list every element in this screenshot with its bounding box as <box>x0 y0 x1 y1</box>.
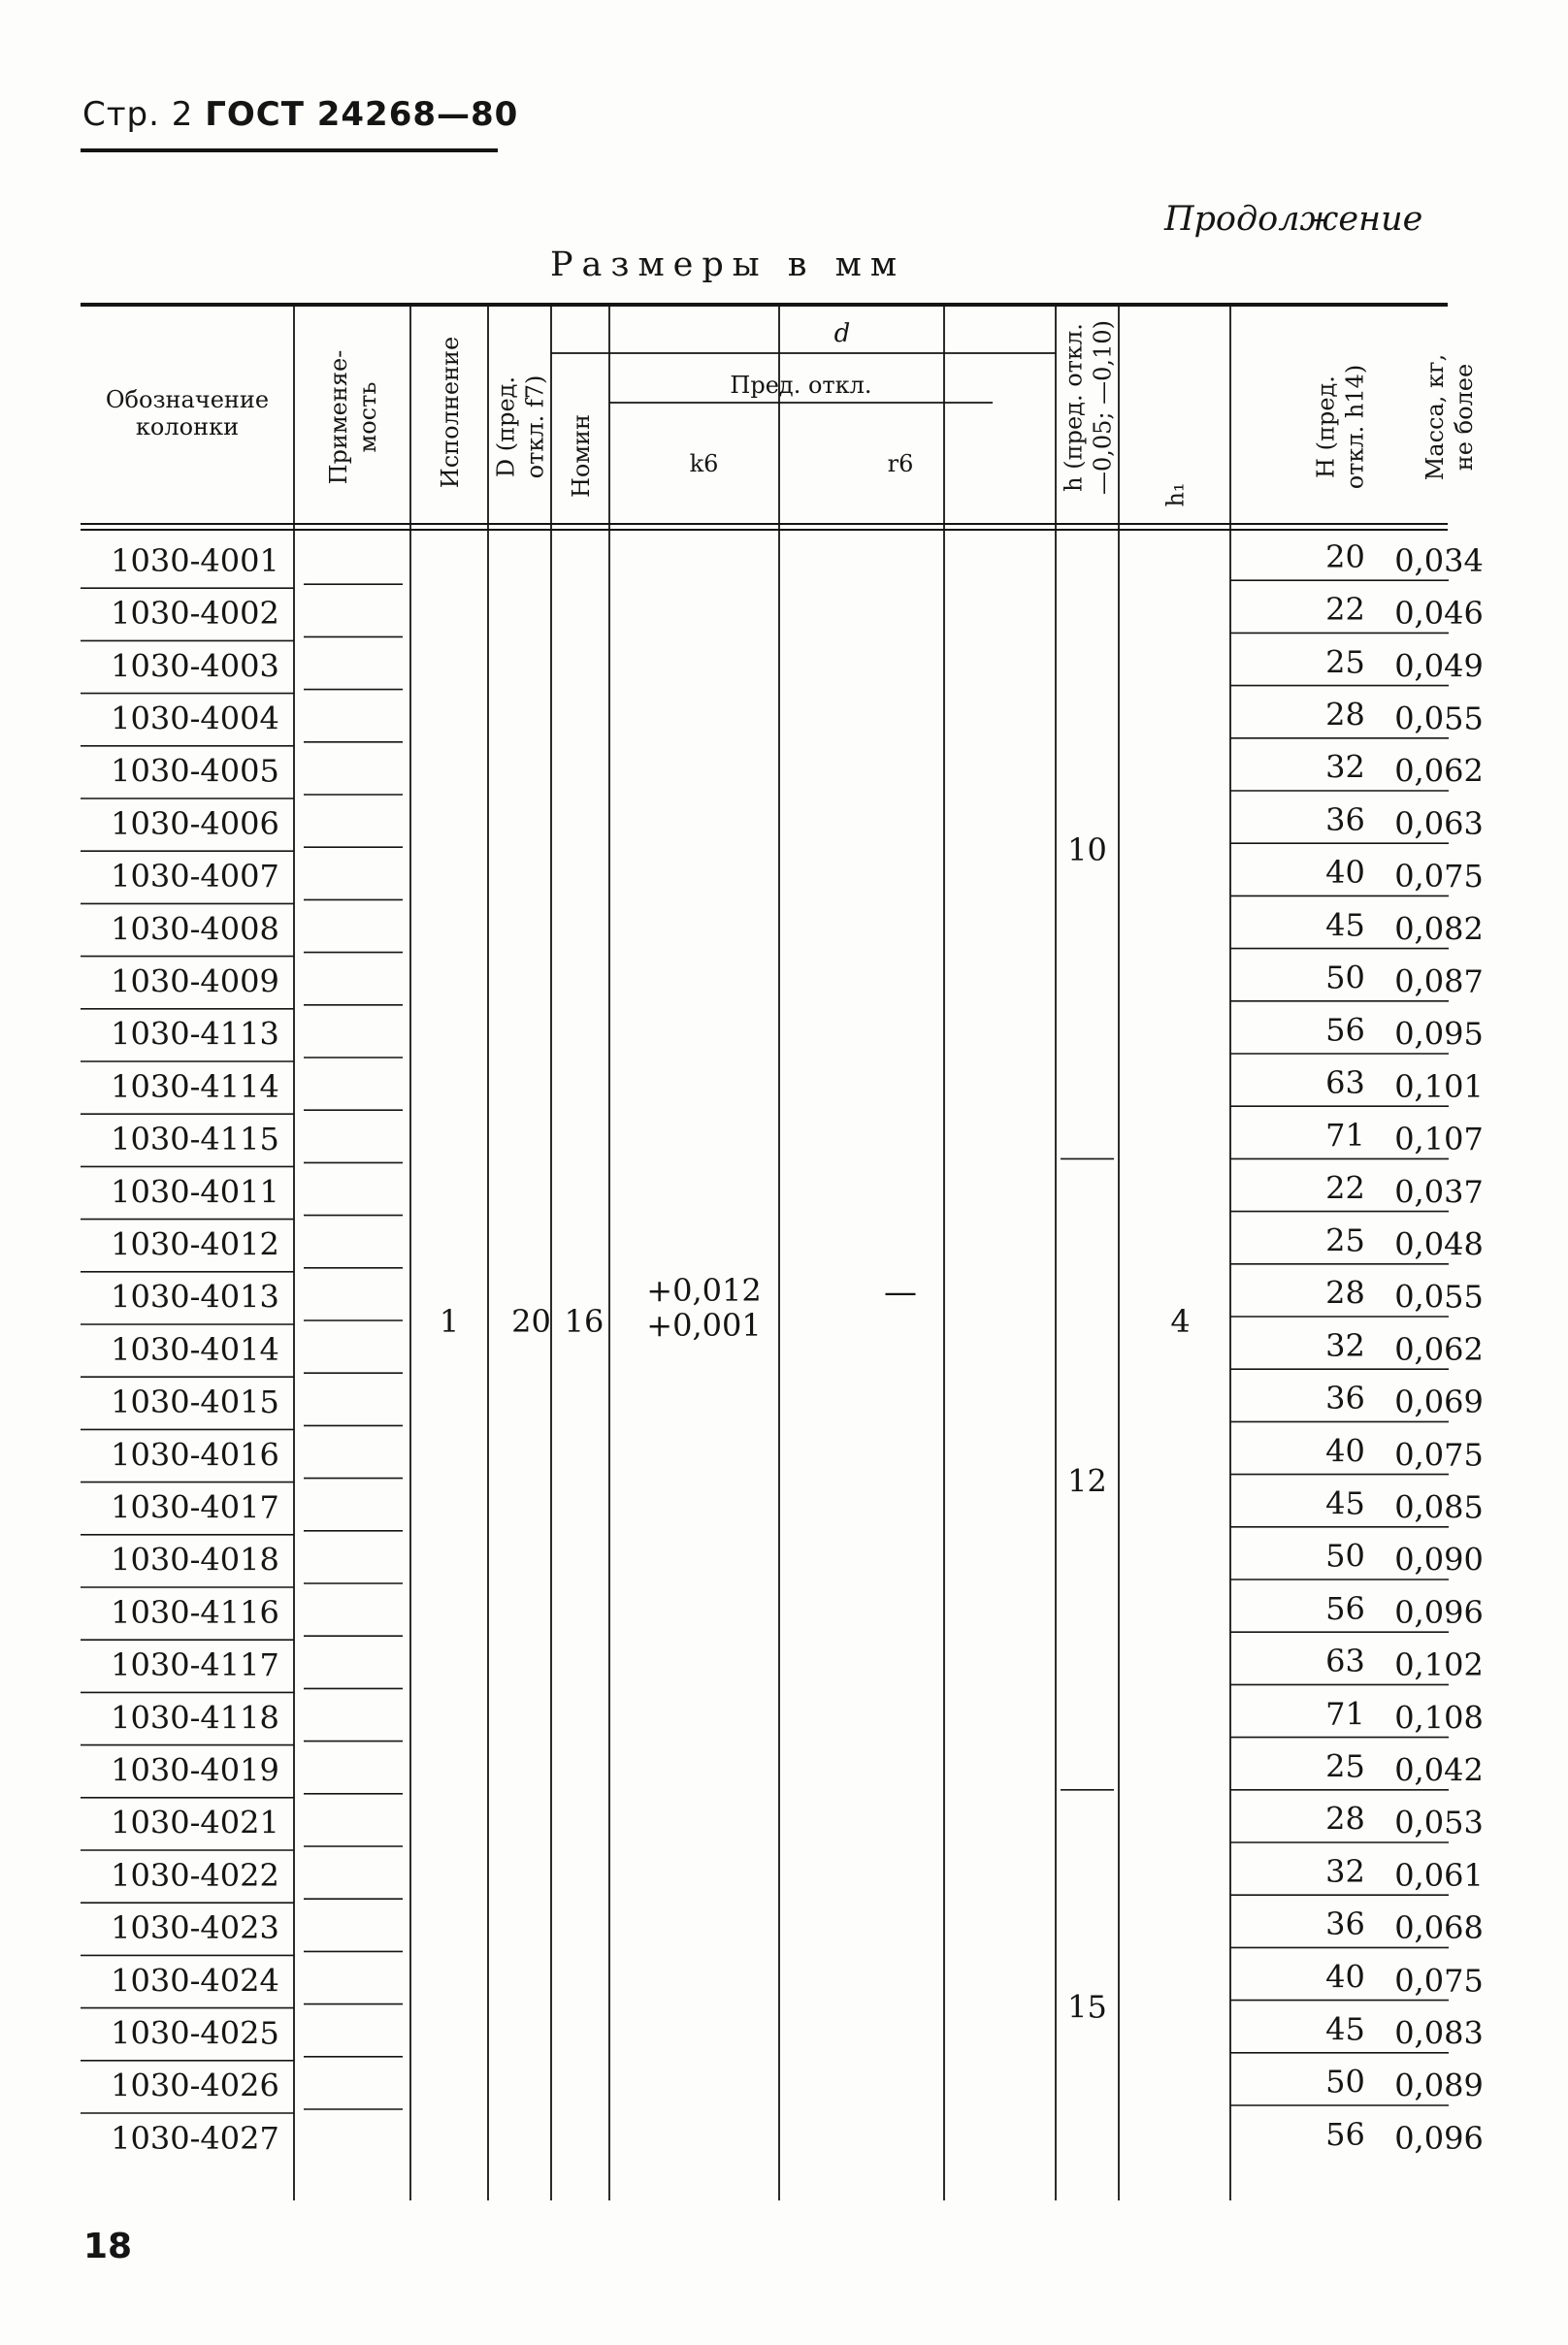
H-cell: 28 <box>1325 1274 1365 1312</box>
H-cell: 28 <box>1325 696 1365 733</box>
continuation-label: Продолжение <box>1164 200 1423 239</box>
mass-cell: 0,046 <box>1394 595 1484 633</box>
designation-cell: 1030-4024 <box>111 1962 279 2000</box>
designation-cell: 1030-4115 <box>111 1121 279 1158</box>
col-header-h: —0,05; —0,10) <box>1089 320 1117 495</box>
col-header-h1: h₁ <box>1161 482 1190 507</box>
H-cell: 36 <box>1325 1905 1365 1943</box>
H-cell: 32 <box>1325 748 1365 786</box>
H-cell: 56 <box>1325 1589 1365 1627</box>
H-cell: 22 <box>1325 591 1365 629</box>
designation-cell: 1030-4021 <box>111 1804 279 1841</box>
mass-cell: 0,108 <box>1394 1699 1484 1737</box>
mass-cell: 0,049 <box>1394 647 1484 685</box>
col-header-H: откл. h14) <box>1341 364 1369 490</box>
designation-cell: 1030-4001 <box>111 541 279 579</box>
mass-cell: 0,101 <box>1394 1067 1484 1105</box>
H-cell: 32 <box>1325 1852 1365 1890</box>
mass-cell: 0,053 <box>1394 1804 1484 1841</box>
designation-cell: 1030-4013 <box>111 1278 279 1316</box>
designation-cell: 1030-4019 <box>111 1751 279 1789</box>
designation-cell: 1030-4023 <box>111 1909 279 1947</box>
designation-cell: 1030-4009 <box>111 962 279 1000</box>
designation-cell: 1030-4007 <box>111 858 279 896</box>
mass-cell: 0,062 <box>1394 1330 1484 1368</box>
designation-cell: 1030-4002 <box>111 595 279 633</box>
designation-cell: 1030-4025 <box>111 2014 279 2052</box>
mass-cell: 0,102 <box>1394 1646 1484 1684</box>
H-cell: 28 <box>1325 1800 1365 1838</box>
mass-cell: 0,090 <box>1394 1541 1484 1579</box>
r6-cell: — <box>884 1273 917 1312</box>
designation-cell: 1030-4004 <box>111 700 279 737</box>
designation-cell: 1030-4014 <box>111 1330 279 1368</box>
h-cell: 12 <box>1067 1462 1107 1500</box>
col-header-mass: Масса, кг, <box>1421 353 1449 481</box>
col-header-r6: r6 <box>887 450 914 477</box>
H-cell: 50 <box>1325 959 1365 996</box>
designation-cell: 1030-4117 <box>111 1646 279 1684</box>
col-header-designation: колонки <box>135 413 240 440</box>
designation-cell: 1030-4027 <box>111 2119 279 2157</box>
designation-cell: 1030-4026 <box>111 2067 279 2104</box>
col-header-H: H (пред. <box>1312 375 1340 478</box>
nominal-cell: 16 <box>564 1303 604 1340</box>
mass-cell: 0,075 <box>1394 1962 1484 2000</box>
mass-cell: 0,048 <box>1394 1225 1484 1263</box>
H-cell: 22 <box>1325 1169 1365 1207</box>
h-cell: 15 <box>1067 1988 1107 2026</box>
designation-cell: 1030-4114 <box>111 1067 279 1105</box>
H-cell: 56 <box>1325 1011 1365 1049</box>
col-header-nominal: Номин <box>568 413 595 499</box>
mass-cell: 0,087 <box>1394 962 1484 1000</box>
mass-cell: 0,061 <box>1394 1856 1484 1894</box>
mass-cell: 0,083 <box>1394 2014 1484 2052</box>
mass-cell: 0,096 <box>1394 2119 1484 2157</box>
mass-cell: 0,063 <box>1394 804 1484 842</box>
col-header-D: откл. f7) <box>521 375 549 479</box>
mass-cell: 0,075 <box>1394 858 1484 896</box>
col-header-d: d <box>833 319 851 348</box>
H-cell: 45 <box>1325 906 1365 944</box>
designation-cell: 1030-4113 <box>111 1015 279 1053</box>
k6-lower-cell: +0,001 <box>646 1307 762 1344</box>
H-cell: 36 <box>1325 800 1365 838</box>
col-header-execution: Исполнение <box>437 336 464 489</box>
mass-cell: 0,037 <box>1394 1173 1484 1211</box>
page-label: Стр. 2 <box>82 95 194 134</box>
H-cell: 32 <box>1325 1326 1365 1364</box>
col-header-tolerance: Пред. откл. <box>730 372 872 399</box>
designation-cell: 1030-4116 <box>111 1593 279 1631</box>
H-cell: 40 <box>1325 1432 1365 1470</box>
H-cell: 25 <box>1325 1221 1365 1259</box>
designation-cell: 1030-4016 <box>111 1436 279 1474</box>
designation-cell: 1030-4018 <box>111 1541 279 1579</box>
designation-cell: 1030-4022 <box>111 1856 279 1894</box>
H-cell: 40 <box>1325 1958 1365 1996</box>
mass-cell: 0,096 <box>1394 1593 1484 1631</box>
mass-cell: 0,068 <box>1394 1909 1484 1947</box>
H-cell: 25 <box>1325 643 1365 681</box>
mass-cell: 0,107 <box>1394 1121 1484 1158</box>
designation-cell: 1030-4118 <box>111 1699 279 1737</box>
H-cell: 71 <box>1325 1695 1365 1733</box>
mass-cell: 0,082 <box>1394 910 1484 948</box>
H-cell: 50 <box>1325 1537 1365 1575</box>
mass-cell: 0,034 <box>1394 541 1484 579</box>
col-header-applicability: мость <box>354 381 381 453</box>
execution-cell: 1 <box>439 1303 460 1340</box>
h1-cell: 4 <box>1170 1303 1191 1340</box>
col-header-h: h (пред. откл. <box>1060 323 1088 492</box>
H-cell: 36 <box>1325 1380 1365 1417</box>
H-cell: 63 <box>1325 1643 1365 1680</box>
mass-cell: 0,062 <box>1394 752 1484 790</box>
designation-cell: 1030-4015 <box>111 1384 279 1421</box>
designation-cell: 1030-4011 <box>111 1173 279 1211</box>
H-cell: 71 <box>1325 1117 1365 1155</box>
H-cell: 50 <box>1325 2063 1365 2101</box>
H-cell: 40 <box>1325 854 1365 892</box>
page-number: 18 <box>83 2227 133 2266</box>
mass-cell: 0,042 <box>1394 1751 1484 1789</box>
designation-cell: 1030-4008 <box>111 910 279 948</box>
designation-cell: 1030-4017 <box>111 1488 279 1526</box>
col-header-k6: k6 <box>689 450 719 477</box>
H-cell: 63 <box>1325 1063 1365 1101</box>
mass-cell: 0,095 <box>1394 1015 1484 1053</box>
k6-upper-cell: +0,012 <box>646 1272 762 1309</box>
mass-cell: 0,069 <box>1394 1384 1484 1421</box>
H-cell: 56 <box>1325 2115 1365 2153</box>
dimensions-note: Размеры в мм <box>549 245 906 284</box>
col-header-D: D (пред. <box>492 375 520 478</box>
mass-cell: 0,075 <box>1394 1436 1484 1474</box>
designation-cell: 1030-4012 <box>111 1225 279 1263</box>
mass-cell: 0,055 <box>1394 700 1484 737</box>
standard-number: ГОСТ 24268—80 <box>205 95 519 134</box>
mass-cell: 0,055 <box>1394 1278 1484 1316</box>
designation-cell: 1030-4006 <box>111 804 279 842</box>
designation-cell: 1030-4003 <box>111 647 279 685</box>
D-cell: 20 <box>511 1303 551 1340</box>
H-cell: 25 <box>1325 1747 1365 1785</box>
col-header-mass: не более <box>1451 363 1478 472</box>
H-cell: 20 <box>1325 537 1365 575</box>
mass-cell: 0,089 <box>1394 2067 1484 2104</box>
H-cell: 45 <box>1325 2010 1365 2048</box>
h-cell: 10 <box>1067 831 1107 869</box>
H-cell: 45 <box>1325 1484 1365 1522</box>
col-header-designation: Обозначение <box>105 386 270 413</box>
designation-cell: 1030-4005 <box>111 752 279 790</box>
mass-cell: 0,085 <box>1394 1488 1484 1526</box>
col-header-applicability: Применяе- <box>325 349 352 485</box>
